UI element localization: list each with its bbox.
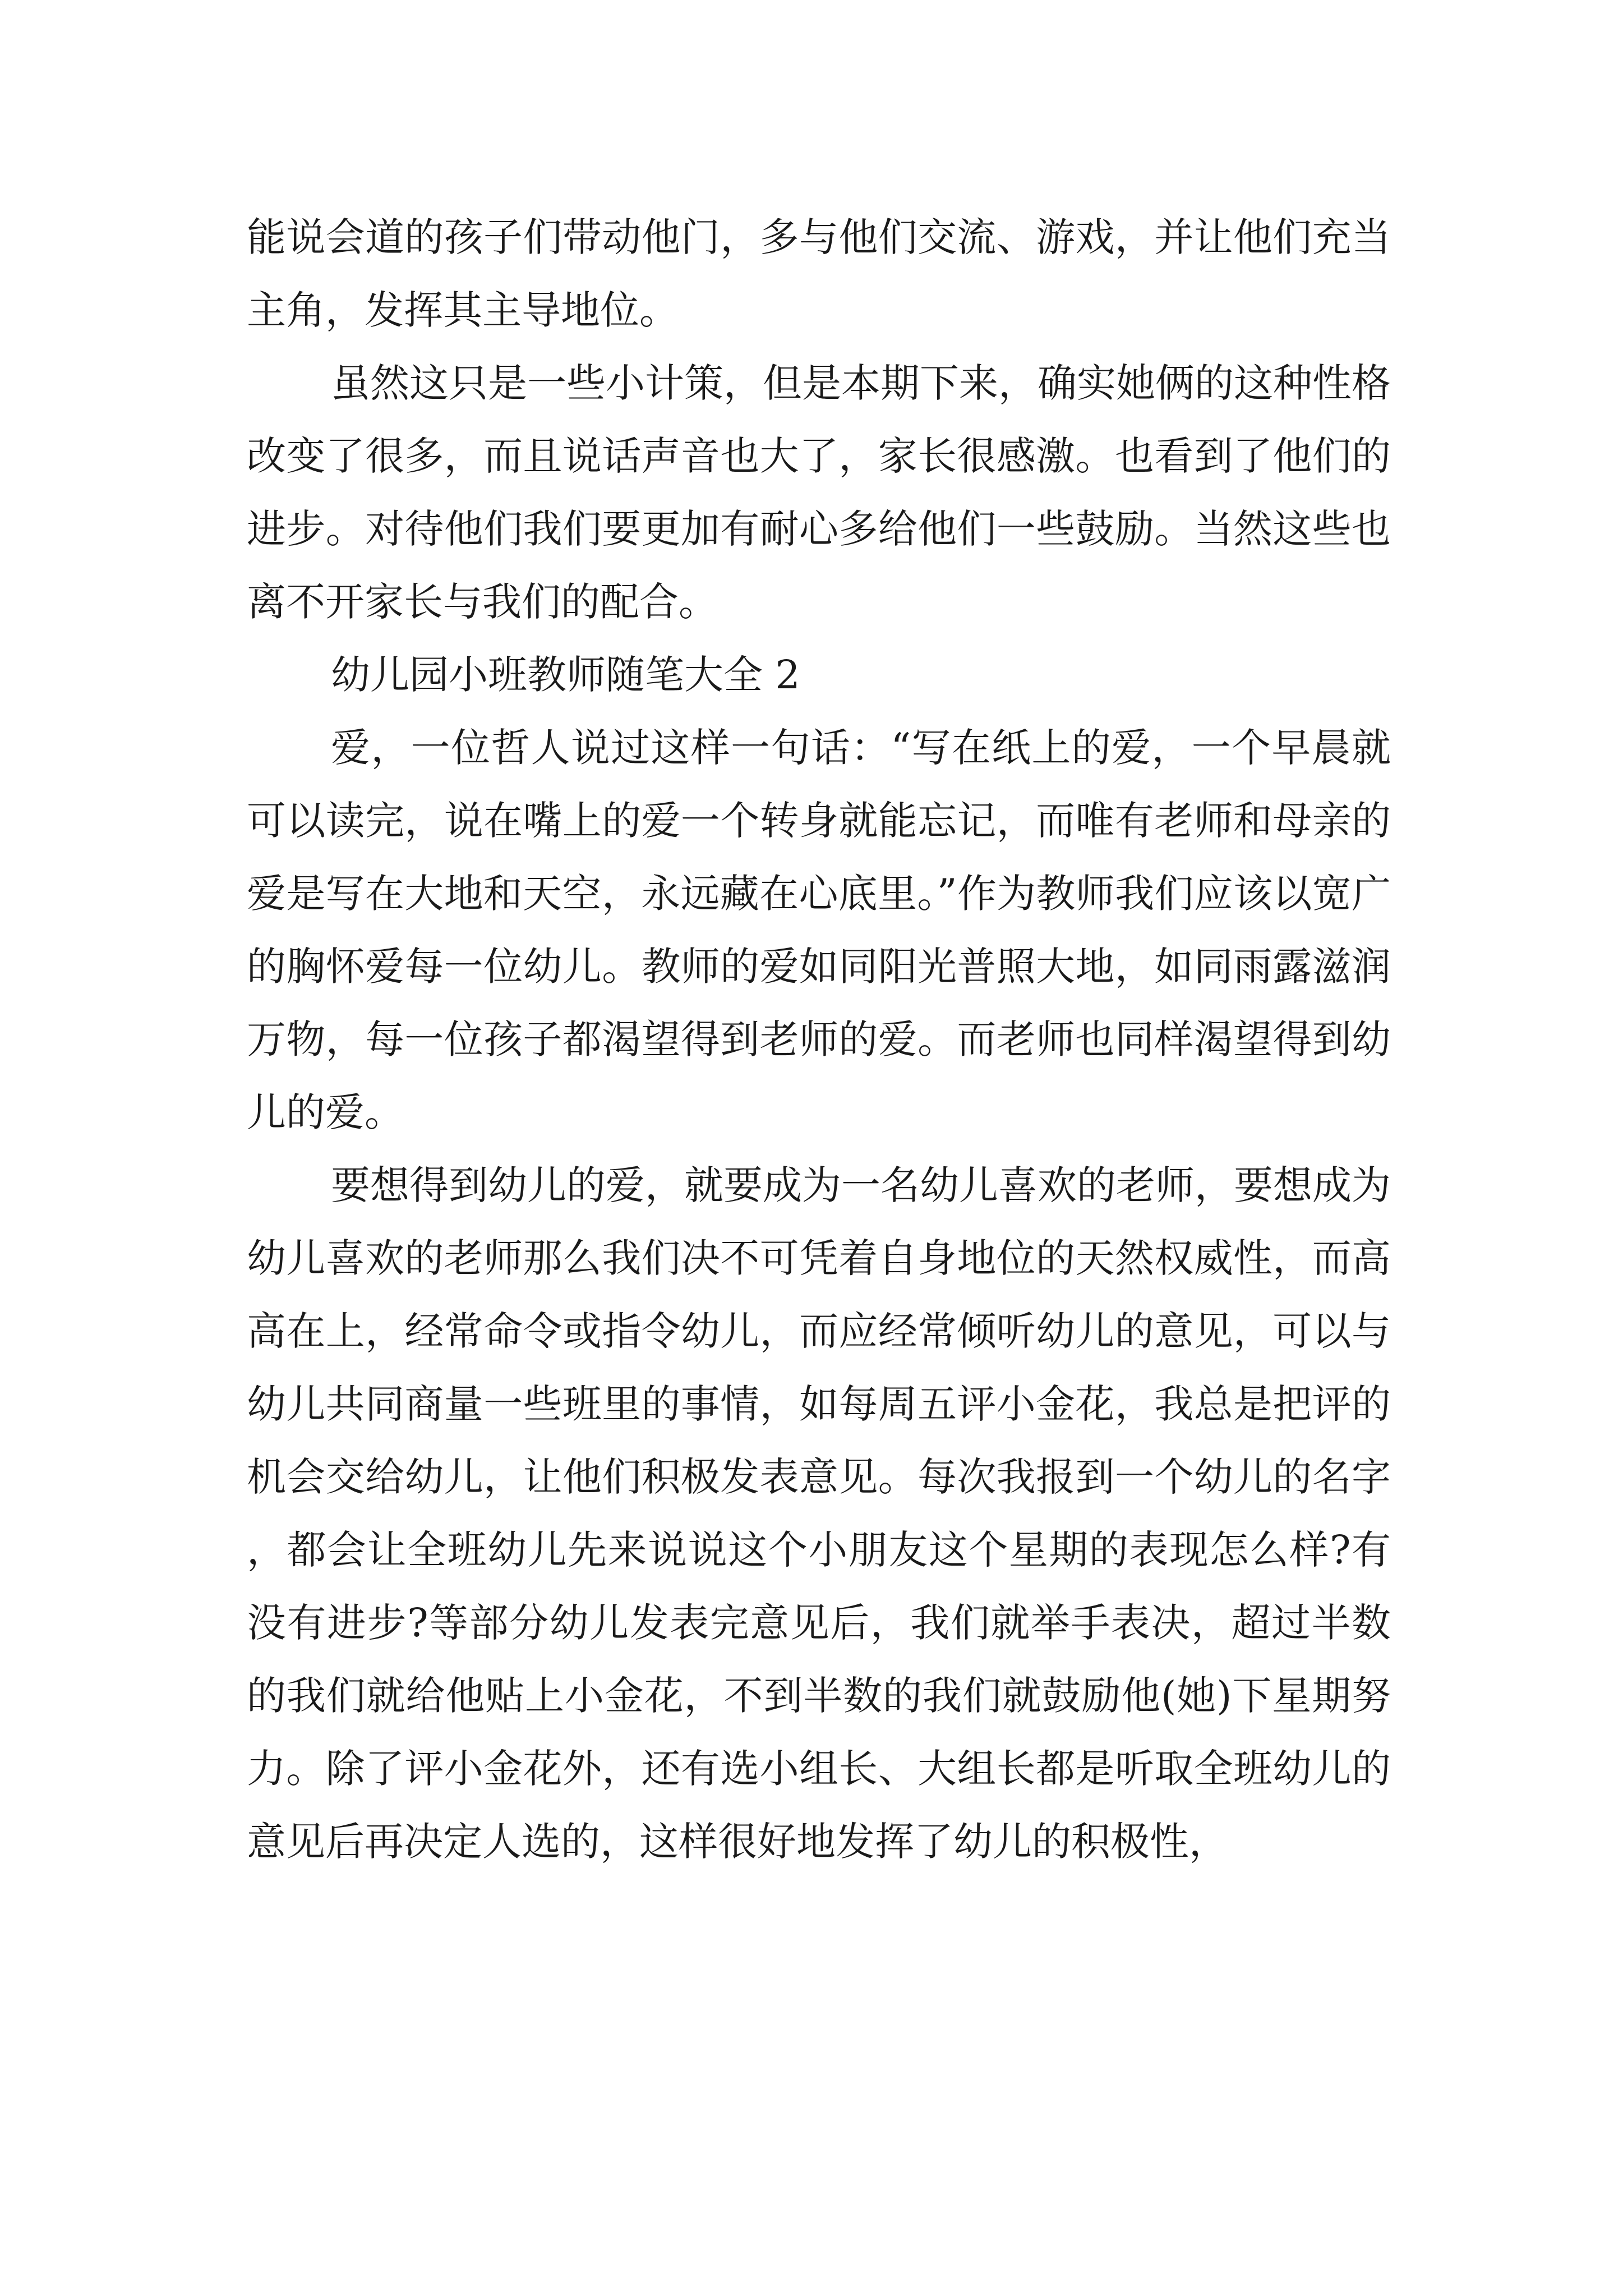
document-body	[247, 201, 1391, 1878]
paragraph-liked-teacher: 要想得到幼儿的爱，就要成为一名幼儿喜欢的老师，要想成为幼儿喜欢的老师那么我们决不可凭着自身地位的天然权威性，而高高在上，经常命令或指令幼儿，而应经常倾听幼儿的意见，可以与幼儿共同商量一些班里的事情，如每周五评小金花，我总是把评的机会交给幼儿，让他们积极发表意见。每次我报到一个幼儿的名字，都会让全班幼儿先来说说这个小朋友这个星期的表现怎么样?有没有进步?等部分幼儿发表完意见后，我们就举手表决，超过半数的我们就给他贴上小金花，不到半数的我们就鼓励他(她)下星期努力。除了评小金花外，还有选小组长、大组长都是听取全班幼儿的意见后再决定人选的，这样很好地发挥了幼儿的积极性，	[247, 1162, 1391, 1865]
section-heading: 幼儿园小班教师随笔大全 2	[331, 652, 800, 698]
paragraph-love-quote: 爱，一位哲人说过这样一句话：“写在纸上的爱，一个早晨就可以读完，说在嘴上的爱一个转身就能忘记，而唯有老师和母亲的爱是写在大地和天空，永远藏在心底里。”作为教师我们应该以宽广的胸怀爱每一位幼儿。教师的爱如同阳光普照大地，如同雨露滋润万物，每一位孩子都渴望得到老师的爱。而老师也同样渴望得到幼儿的爱。	[247, 725, 1391, 1135]
paragraph-personality-change: 虽然这只是一些小计策，但是本期下来，确实她俩的这种性格改变了很多，而且说话声音也大了，家长很感激。也看到了他们的进步。对待他们我们要更加有耐心多给他们一些鼓励。当然这些也离不开家长与我们的配合。	[247, 360, 1391, 625]
paragraph-continuation: 能说会道的孩子们带动他门，多与他们交流、游戏，并让他们充当主角，发挥其主导地位。	[247, 214, 1391, 333]
